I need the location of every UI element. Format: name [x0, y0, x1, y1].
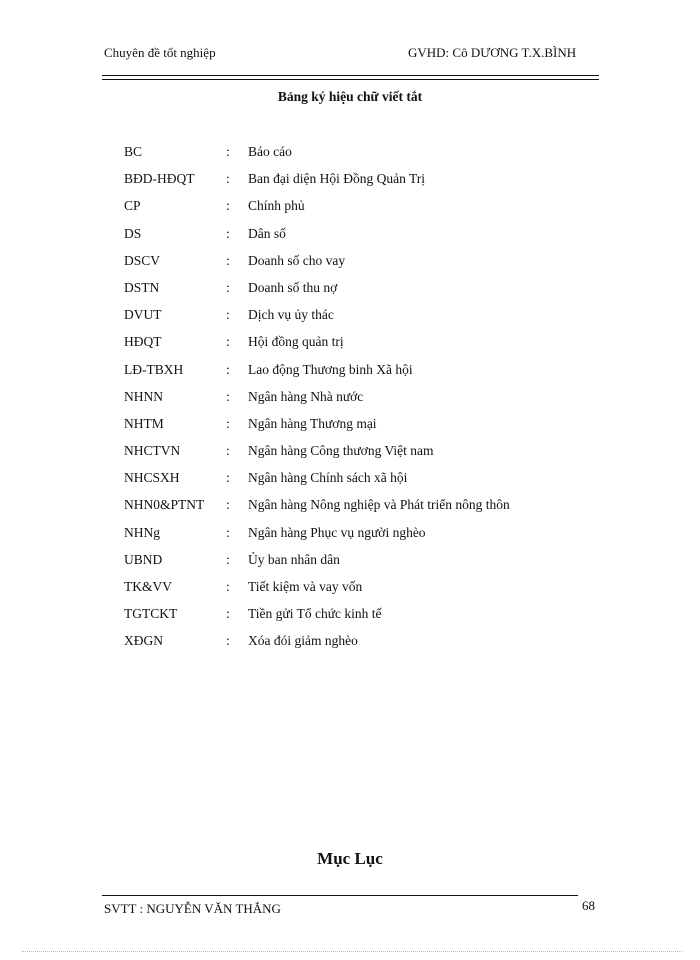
abbreviation-code: LĐ-TBXH	[124, 361, 184, 377]
abbreviation-table-title: Bảng ký hiệu chữ viết tắt	[277, 89, 423, 104]
abbreviation-code: NHCTVN	[124, 443, 181, 459]
abbreviation-code: BC	[124, 144, 143, 159]
abbreviation-meaning: Doanh số cho vay	[248, 252, 346, 268]
header-rule-thick	[102, 75, 599, 76]
abbreviation-code: UBND	[124, 551, 163, 567]
abbreviation-separator: :	[226, 388, 230, 404]
abbreviation-row	[0, 437, 700, 464]
abbreviation-separator: :	[226, 415, 230, 431]
header-rule-thin	[102, 79, 599, 80]
abbreviation-separator: :	[226, 334, 230, 350]
abbreviation-meaning: Hội đồng quản trị	[248, 334, 344, 350]
abbreviation-row	[0, 491, 700, 518]
abbreviation-row	[0, 410, 700, 437]
abbreviation-row	[0, 301, 700, 328]
abbreviation-list	[0, 138, 700, 655]
abbreviation-code: TGTCKT	[124, 606, 178, 622]
abbreviation-row	[0, 573, 700, 600]
abbreviation-separator: :	[226, 198, 230, 214]
abbreviation-separator: :	[226, 144, 230, 159]
page-number: 68	[582, 898, 595, 913]
abbreviation-separator: :	[226, 225, 230, 241]
abbreviation-separator: :	[226, 497, 230, 513]
abbreviation-meaning: Ngân hàng Nhà nước	[248, 388, 364, 404]
abbreviation-row	[0, 247, 700, 274]
abbreviation-meaning: Tiền gửi Tổ chức kinh tế	[248, 606, 382, 622]
header-thesis-label: Chuyên đề tốt nghiệp	[104, 45, 216, 60]
abbreviation-separator: :	[226, 361, 230, 377]
abbreviation-code: NHN0&PTNT	[124, 497, 205, 513]
abbreviation-separator: :	[226, 279, 230, 295]
abbreviation-code: BĐD-HĐQT	[124, 171, 195, 187]
footer-student: SVTT : NGUYỄN VĂN THẮNG	[104, 901, 281, 916]
abbreviation-code: DSCV	[124, 252, 161, 268]
abbreviation-meaning: Ngân hàng Phục vụ người nghèo	[248, 524, 426, 540]
abbreviation-row	[0, 356, 700, 383]
abbreviation-code: DVUT	[124, 307, 162, 323]
abbreviation-separator: :	[226, 307, 230, 323]
abbreviation-code: HĐQT	[124, 334, 162, 350]
abbreviation-row	[0, 328, 700, 355]
abbreviation-row	[0, 383, 700, 410]
abbreviation-code: NHNN	[124, 388, 163, 404]
abbreviation-code: DSTN	[124, 279, 160, 295]
abbreviation-row	[0, 220, 700, 247]
abbreviation-meaning: Dịch vụ ủy thác	[248, 307, 334, 323]
abbreviation-code: NHTM	[124, 415, 164, 431]
abbreviation-row	[0, 165, 700, 192]
abbreviation-meaning: Xóa đói giảm nghèo	[248, 633, 358, 649]
abbreviation-meaning: Ban đại diện Hội Đồng Quản Trị	[248, 171, 425, 187]
abbreviation-separator: :	[226, 524, 230, 540]
abbreviation-separator: :	[226, 171, 230, 187]
abbreviation-separator: :	[226, 579, 230, 594]
abbreviation-separator: :	[226, 443, 230, 459]
abbreviation-row	[0, 546, 700, 573]
abbreviation-meaning: Tiết kiệm và vay vốn	[248, 579, 363, 594]
abbreviation-code: NHNg	[124, 524, 160, 540]
abbreviation-meaning: Lao động Thương binh Xã hội	[248, 361, 413, 377]
abbreviation-separator: :	[226, 252, 230, 268]
abbreviation-row	[0, 519, 700, 546]
abbreviation-row	[0, 138, 700, 165]
header-advisor: GVHD: Cô DƯƠNG T.X.BÌNH	[408, 45, 577, 60]
abbreviation-meaning: Ủy ban nhân dân	[248, 551, 340, 567]
abbreviation-row	[0, 627, 700, 654]
abbreviation-meaning: Báo cáo	[248, 144, 292, 159]
abbreviation-code: NHCSXH	[124, 470, 180, 486]
abbreviation-code: XĐGN	[124, 633, 163, 649]
abbreviation-separator: :	[226, 633, 230, 649]
abbreviation-meaning: Ngân hàng Chính sách xã hội	[248, 470, 408, 486]
abbreviation-code: DS	[124, 225, 142, 241]
abbreviation-separator: :	[226, 606, 230, 622]
abbreviation-row	[0, 464, 700, 491]
abbreviation-meaning: Dân số	[248, 225, 286, 241]
abbreviation-code: TK&VV	[124, 579, 172, 594]
abbreviation-row	[0, 192, 700, 219]
page-break-divider	[22, 951, 682, 952]
abbreviation-meaning: Chính phủ	[248, 198, 305, 214]
abbreviation-row	[0, 274, 700, 301]
footer-rule	[102, 895, 578, 896]
abbreviation-meaning: Ngân hàng Thương mại	[248, 415, 377, 431]
abbreviation-separator: :	[226, 470, 230, 486]
abbreviation-meaning: Doanh số thu nợ	[248, 279, 338, 295]
table-of-contents-title: Mục Lục	[317, 849, 383, 868]
abbreviation-meaning: Ngân hàng Công thương Việt nam	[248, 443, 434, 459]
abbreviation-code: CP	[124, 198, 141, 214]
abbreviation-separator: :	[226, 551, 230, 567]
abbreviation-row	[0, 600, 700, 627]
abbreviation-meaning: Ngân hàng Nông nghiệp và Phát triển nông thôn	[248, 497, 510, 513]
